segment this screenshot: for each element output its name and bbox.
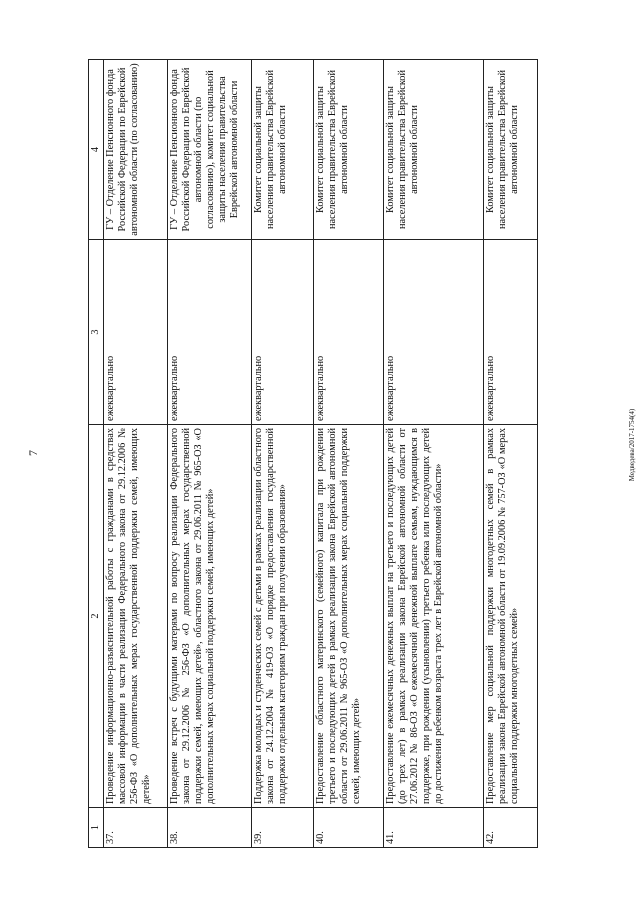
measure-description: Предоставление мер социальной поддержки многодетных семей в рамках реализации закона Еврейской автономной области от 19.09.2006 № 757-ОЗ «О мерах социальной поддержки многодетных семей» — [484, 425, 538, 808]
header-cell: 2 — [89, 425, 104, 808]
table-row — [384, 60, 484, 848]
row-number: 37. — [104, 808, 168, 848]
measure-executor: Комитет социальной защиты населения правительства Еврейской автономной области — [484, 60, 538, 240]
row-number: 42. — [484, 808, 538, 848]
measure-description: Проведение информационно-разъяснительной работы с гражданами в средствах массовой информации в части реализации Федерального закона от 29.12.2006 № 256-ФЗ «О дополнительных мерах государственной поддержки семей, имеющих детей» — [104, 425, 168, 808]
table-header-row — [89, 60, 104, 848]
measure-frequency: ежеквартально — [104, 240, 168, 425]
row-number: 39. — [252, 808, 314, 848]
measure-description: Предоставление ежемесячных денежных выплат на третьего и последующих детей (до трех лет) в рамках реализации закона Еврейской автономной области от 27.06.2012 № 86-ОЗ «О ежемесячной денежной выплате семьям, нуждающимся в поддержке, при рождении (усыновлении) третьего ребенка или последующих детей до достижения ребенком возраста трех лет в Еврейской автономной области» — [384, 425, 484, 808]
measure-executor: Комитет социальной защиты населения правительства Еврейской автономной области — [314, 60, 384, 240]
row-number: 38. — [168, 808, 252, 848]
measure-frequency: ежеквартально — [384, 240, 484, 425]
measure-executor: Комитет социальной защиты населения правительства Еврейской автономной области — [252, 60, 314, 240]
row-number: 41. — [384, 808, 484, 848]
measure-frequency: ежеквартально — [484, 240, 538, 425]
header-cell: 1 — [89, 808, 104, 848]
measure-executor: ГУ – Отделение Пенсионного фонда Российской Федерации по Еврейской автономной области (по согласованию) — [104, 60, 168, 240]
measure-description: Предоставление областного материнского (семейного) капитала при рождении третьего и последующих детей в рамках реализации закона Еврейской автономной области от 29.06.2011 № 965-ОЗ «О дополнительных мерах социальной поддержки семей, имеющих детей» — [314, 425, 384, 808]
header-cell: 4 — [89, 60, 104, 240]
row-number: 40. — [314, 808, 384, 848]
measure-frequency: ежеквартально — [168, 240, 252, 425]
table-row — [104, 60, 168, 848]
table-row — [168, 60, 252, 848]
rotated-table-container — [88, 60, 536, 848]
measure-description: Поддержка молодых и студенческих семей с детьми в рамках реализации областного закона от 24.12.2004 № 419-ОЗ «О порядке предоставления государственной поддержки отдельным категориям граждан при получении образования» — [252, 425, 314, 808]
table-row — [484, 60, 538, 848]
page-number: 7 — [26, 450, 40, 456]
measure-description: Проведение встреч с будущими матерями по вопросу реализации Федерального закона от 29.12.2006 № 256-ФЗ «О дополнительных мерах государственной поддержки семей, имеющих детей», областного закона от 29.06.2011 № 965-ОЗ «О дополнительных мерах социальной поддержки семей, имеющих детей» — [168, 425, 252, 808]
measures-table — [88, 59, 538, 848]
measure-executor: ГУ – Отделение Пенсионного фонда Российской Федерации по Еврейской автономной области (по согласованию), комитет социальной защиты населения правительства Еврейской автономной области — [168, 60, 252, 240]
table-row — [252, 60, 314, 848]
header-cell: 3 — [89, 240, 104, 425]
document-id: Медведева/2017-1754(4) — [628, 408, 636, 482]
measure-frequency: ежеквартально — [252, 240, 314, 425]
table-row — [314, 60, 384, 848]
measure-frequency: ежеквартально — [314, 240, 384, 425]
measure-executor: Комитет социальной защиты населения правительства Еврейской автономной области — [384, 60, 484, 240]
